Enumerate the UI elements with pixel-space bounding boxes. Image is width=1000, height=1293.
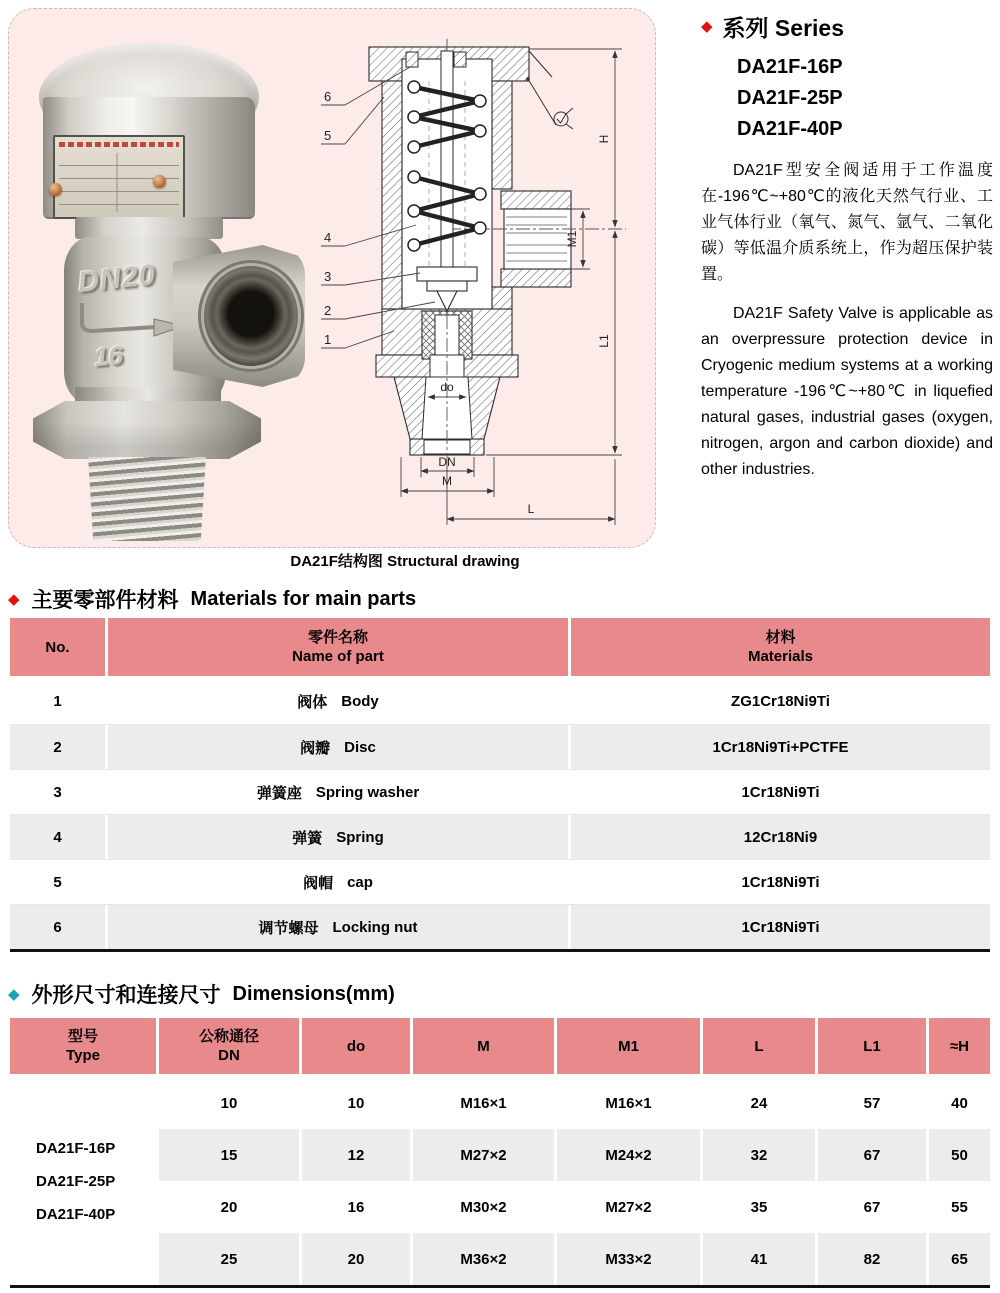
series-item: DA21F-16P [737,56,843,78]
diamond-icon: ◆ [8,590,20,608]
valve-neck [75,217,223,239]
table-row: 20 16 M30×2 M27×2 35 67 55 [10,1181,990,1233]
nameplate-rivet [49,183,62,196]
outlet-threaded-hole [201,263,301,369]
dim-m1: M1 [565,230,579,248]
product-panel [8,8,656,548]
series-item: DA21F-25P [737,87,843,109]
dim-l: L [527,502,535,516]
series-section [701,10,993,483]
diamond-icon: ◆ [701,18,713,35]
dimensions-table [10,1018,990,1288]
table-row: 4 弹簧 Spring 12Cr18Ni9 [10,814,990,859]
table-row: 5 阀帽 cap 1Cr18Ni9Ti [10,859,990,904]
series-title: 系列 Series [722,15,844,41]
svg-text:2: 2 [324,303,332,318]
table-row: 3 弹簧座 Spring washer 1Cr18Ni9Ti [10,769,990,814]
table-row: 2 阀瓣 Disc 1Cr18Ni9Ti+PCTFE [10,724,990,769]
table-row: 6 调节螺母 Locking nut 1Cr18Ni9Ti [10,904,990,949]
table-row: 25 20 M36×2 M33×2 41 82 65 [10,1233,990,1285]
dim-l1: L1 [597,334,611,348]
pressure-marking: 16 [92,339,125,373]
valve-photo [23,37,315,539]
valve-nameplate [53,135,185,219]
finish-symbol [528,79,573,129]
dim-do: do [440,380,454,394]
diamond-icon: ◆ [8,985,20,1003]
materials-table-header: No. 零件名称 Name of part 材料 Materials [10,618,990,676]
dimensions-section-title: ◆ 外形尺寸和连接尺寸 Dimensions(mm) [8,982,395,1007]
table-row: 1 阀体 Body ZG1Cr18Ni9Ti [10,679,990,724]
hex-nut [33,401,261,459]
svg-text:1: 1 [324,332,332,347]
dim-m: M [442,474,452,488]
outlet-thread-bore [504,209,571,269]
spring-washer [417,267,477,281]
table-row: 15 12 M27×2 M24×2 32 67 50 [10,1129,990,1181]
dn-marking: DN20 [76,259,158,299]
type-label: DA21F-16P [36,1139,116,1157]
dim-h: H [597,134,611,144]
dimensions-table-header: 型号 Type 公称通径 DN do M M1 L L1 ≈H [10,1018,990,1074]
structural-drawing [314,19,649,544]
svg-text:4: 4 [324,230,332,245]
drawing-caption: DA21F结构图 Structural drawing [290,553,520,570]
series-item: DA21F-40P [737,118,843,140]
svg-text:3: 3 [324,269,332,284]
svg-text:6: 6 [324,89,332,104]
table-row: 10 10 M16×1 M16×1 24 57 40 [10,1077,990,1129]
materials-table [10,618,990,952]
type-column [10,1077,156,1285]
nameplate-rivet [153,175,166,188]
type-label: DA21F-25P [36,1172,116,1190]
description-en: DA21F Safety Valve is applicable as an overpressure protection device in Cryogenic medium systems at a working temperature -196℃~+80℃ in liquefied natural gases, industrial gases (oxygen, nitrogen, argon and carbon dioxide) and other industries. [701,305,993,478]
svg-text:5: 5 [324,128,332,143]
type-label: DA21F-40P [36,1205,116,1223]
description-zh: DA21F型安全阀适用于工作温度在-196℃~+80℃的液化天然气行业、工业气体行业（氧气、氮气、氩气、二氧化碳）等低温介质系统上，作为超压保护装置。 [701,162,993,283]
dim-dn: DN [438,455,456,469]
materials-section-title: ◆ 主要零部件材料 Materials for main parts [8,587,417,612]
threaded-inlet [83,457,211,541]
